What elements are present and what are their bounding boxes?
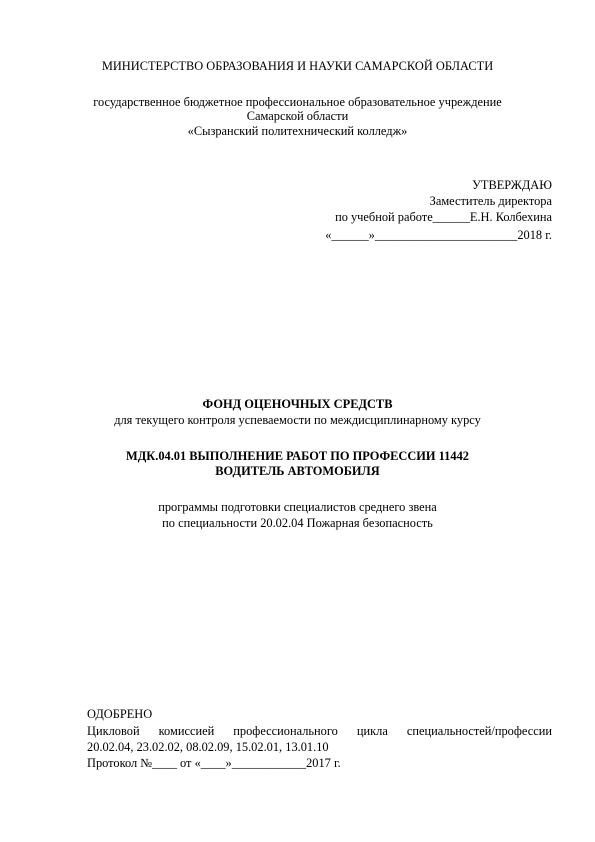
document-subtitle: для текущего контроля успеваемости по междисциплинарному курсу: [114, 413, 481, 427]
course-title-line-1: МДК.04.01 ВЫПОЛНЕНИЕ РАБОТ ПО ПРОФЕССИИ 11442: [126, 449, 469, 463]
specialty-codes: 20.02.04, 23.02.02, 08.02.09, 15.02.01, 13.01.10: [87, 740, 329, 754]
approval-position: Заместитель директора: [429, 194, 552, 208]
course-title-line-2: ВОДИТЕЛЬ АВТОМОБИЛЯ: [215, 464, 380, 478]
approval-title: УТВЕРЖДАЮ: [472, 178, 552, 192]
commission-word: цикла: [356, 724, 388, 738]
commission-line: [87, 724, 552, 739]
institution-line-1: государственное бюджетное профессиональное образовательное учреждение: [93, 95, 502, 109]
approval-signature-line: по учебной работе______Е.Н. Колбехина: [335, 210, 552, 224]
program-line-1: программы подготовки специалистов среднего звена: [158, 500, 437, 514]
approval-date-line: «______»_______________________2018 г.: [325, 228, 552, 242]
institution-line-3: «Сызранский политехнический колледж»: [187, 124, 408, 138]
ministry-name: МИНИСТЕРСТВО ОБРАЗОВАНИЯ И НАУКИ САМАРСКОЙ ОБЛАСТИ: [101, 59, 494, 73]
commission-word: комиссией: [158, 724, 215, 738]
program-line-2: по специальности 20.02.04 Пожарная безопасность: [162, 516, 433, 530]
approved-title: ОДОБРЕНО: [87, 707, 153, 721]
commission-word: Цикловой: [87, 724, 140, 738]
protocol-line: Протокол №____ от «____»____________2017 г.: [87, 756, 341, 770]
institution-line-2: Самарской области: [246, 109, 349, 123]
commission-word: специальностей/профессии: [406, 724, 552, 738]
commission-word: профессионального: [233, 724, 338, 738]
document-title: ФОНД ОЦЕНОЧНЫХ СРЕДСТВ: [202, 397, 393, 411]
